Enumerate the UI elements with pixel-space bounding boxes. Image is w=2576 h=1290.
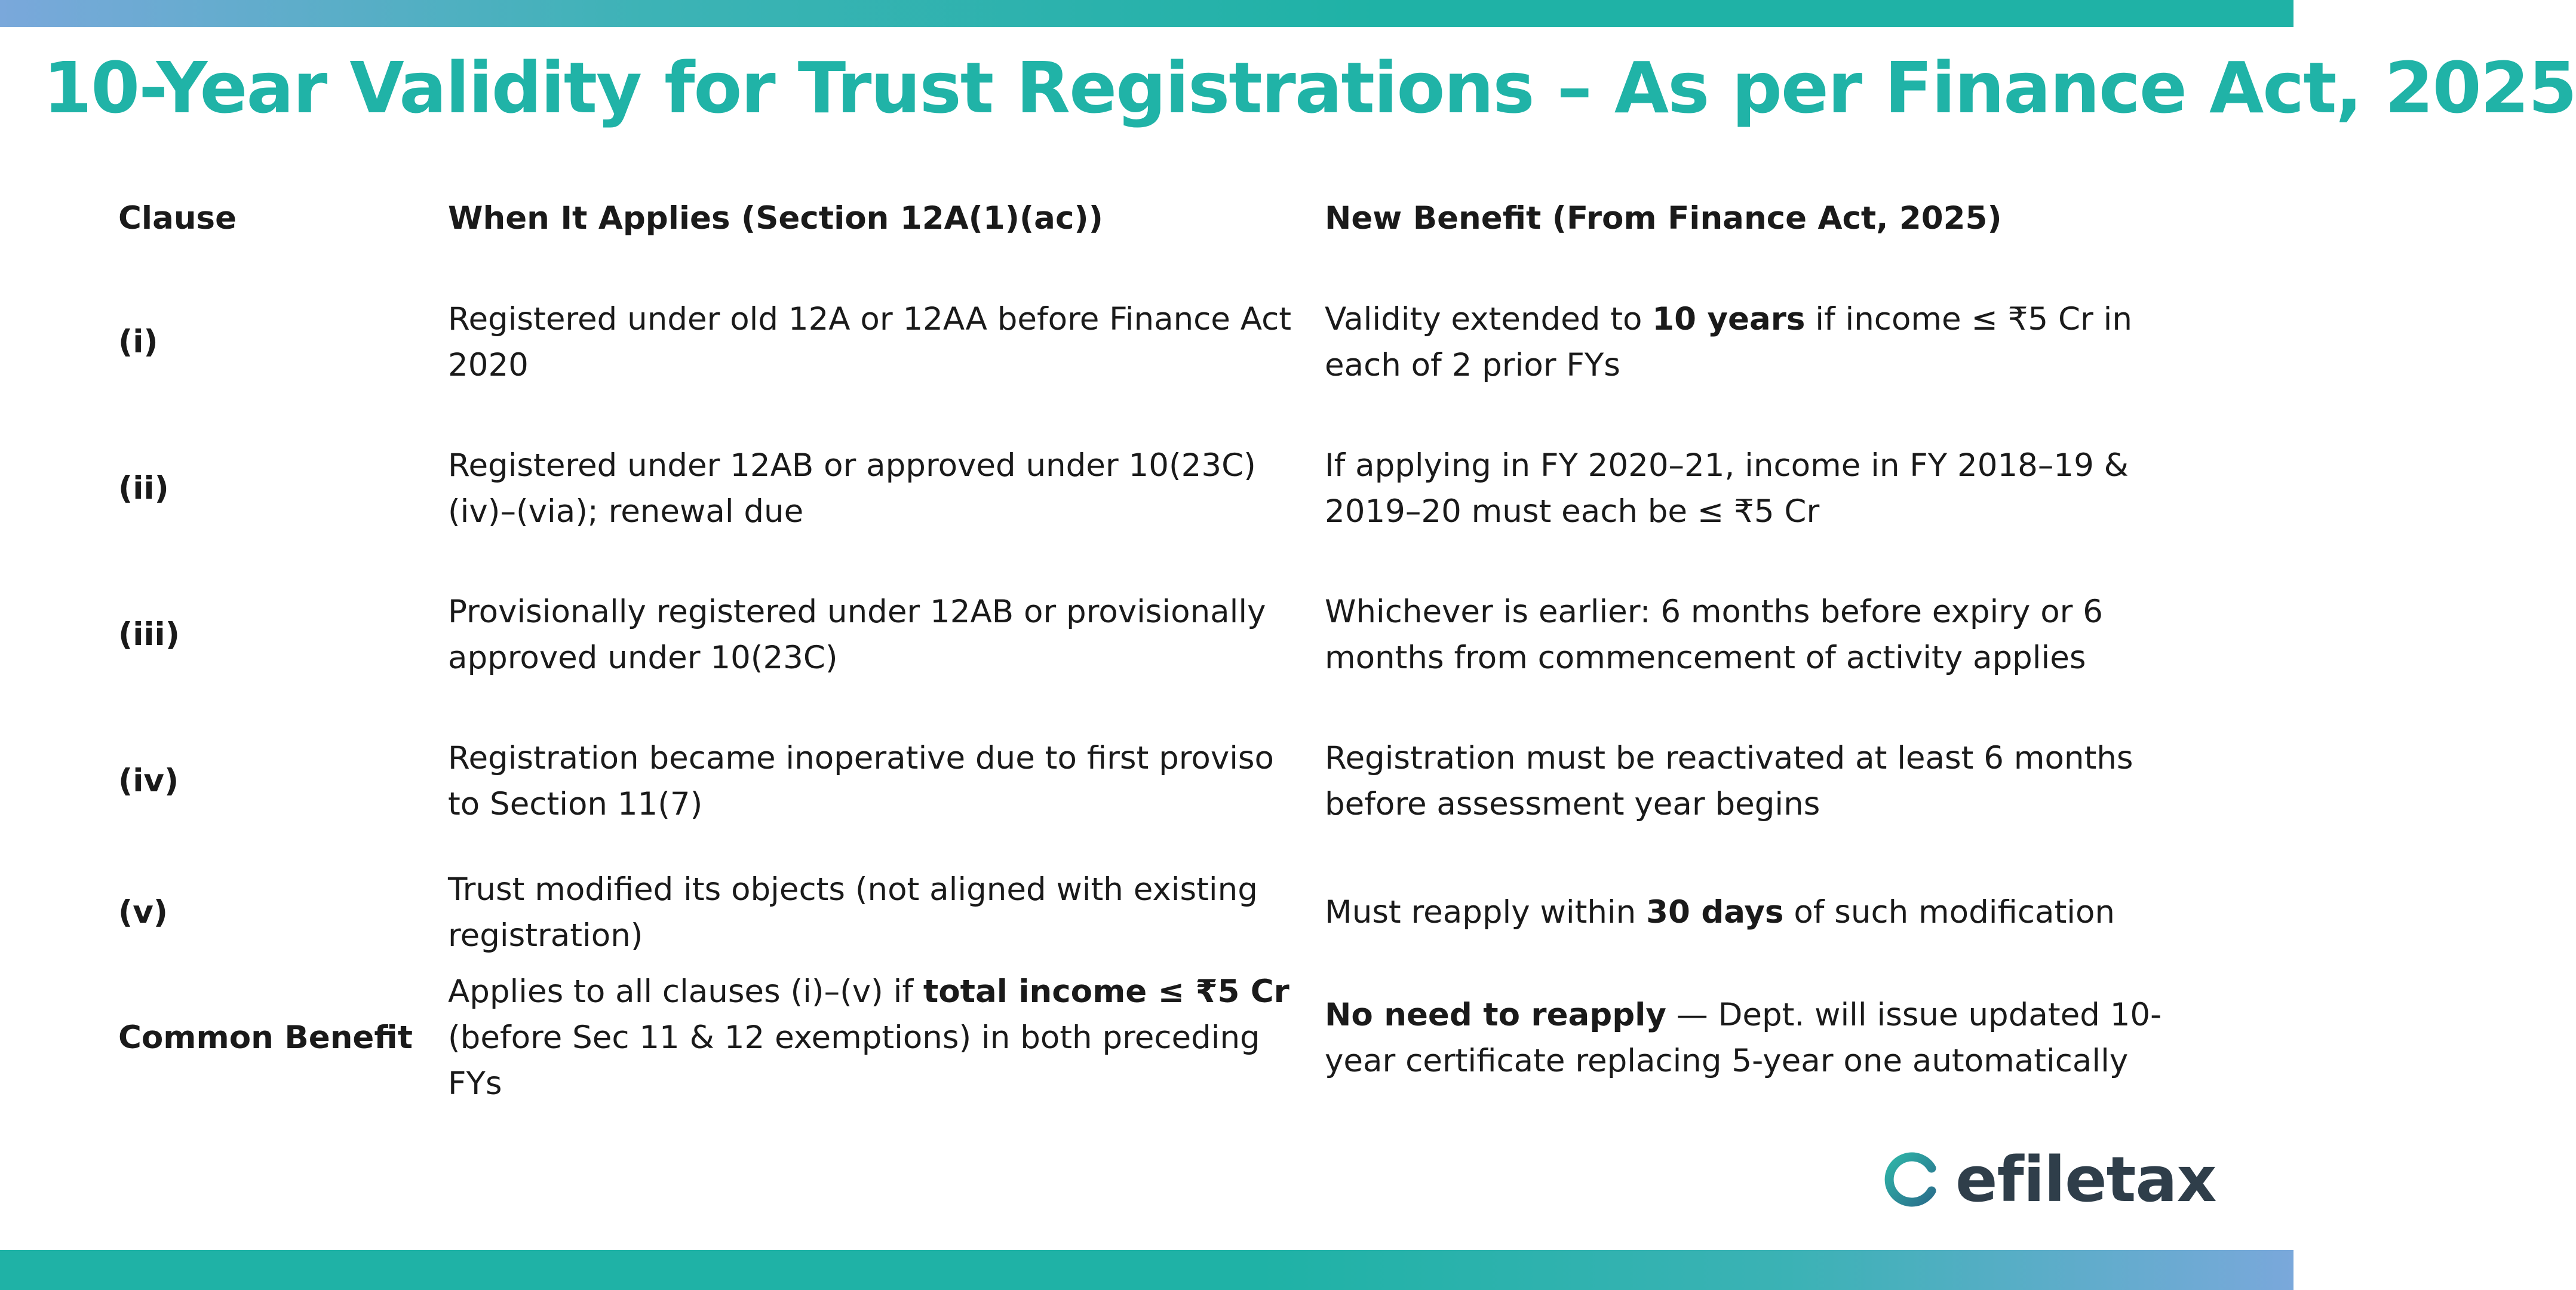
when-text: Applies to all clauses (i)–(v) if total income ≤ ₹5 Cr (before Sec 11 & 12 exemptions) in both preceding FYs bbox=[448, 973, 1289, 1102]
table-row bbox=[118, 582, 2191, 687]
when-cell: Registration became inoperative due to first proviso to Section 11(7) bbox=[448, 739, 1274, 822]
page-title: 10-Year Validity for Trust Registrations – As per Finance Act, 2025 bbox=[43, 47, 2576, 129]
when-cell bbox=[448, 973, 1308, 1102]
clause-cell: (ii) bbox=[118, 470, 169, 506]
clause-cell: (v) bbox=[118, 894, 168, 930]
logo-wordmark: efiletax bbox=[1955, 1143, 2216, 1216]
benefit-emphasis: 10 years bbox=[1652, 300, 1806, 337]
benefit-cell: Registration must be reactivated at least 6 months before assessment year begins bbox=[1325, 739, 2133, 822]
top-accent-bar bbox=[0, 0, 2293, 27]
benefit-cell bbox=[1325, 860, 2191, 965]
benefit-text: No need to reapply — Dept. will issue updated 10-year certificate replacing 5-year one automatically bbox=[1325, 996, 2162, 1079]
table-header-row bbox=[118, 188, 2191, 248]
benefit-cell bbox=[1325, 985, 2191, 1090]
table-row bbox=[118, 860, 2191, 965]
efiletax-e-icon bbox=[1881, 1147, 1941, 1212]
header-when-applies: When It Applies (Section 12A(1)(ac)) bbox=[448, 199, 1103, 236]
header-new-benefit: New Benefit (From Finance Act, 2025) bbox=[1325, 199, 2002, 236]
table-row bbox=[118, 290, 2191, 394]
table-row bbox=[118, 729, 2191, 833]
clause-cell: Common Benefit bbox=[118, 1019, 413, 1056]
benefit-emphasis: 30 days bbox=[1646, 894, 1784, 930]
when-cell: Registered under 12AB or approved under 10(23C)(iv)–(via); renewal due bbox=[448, 447, 1256, 530]
bottom-accent-bar bbox=[0, 1250, 2293, 1290]
when-cell: Trust modified its objects (not aligned with existing registration) bbox=[448, 871, 1258, 954]
when-cell: Provisionally registered under 12AB or provisionally approved under 10(23C) bbox=[448, 593, 1266, 676]
table-row-common-benefit bbox=[118, 973, 2191, 1102]
benefit-cell: If applying in FY 2020–21, income in FY 2018–19 & 2019–20 must each be ≤ ₹5 Cr bbox=[1325, 447, 2129, 530]
benefit-cell bbox=[1325, 290, 2191, 394]
benefit-emphasis: No need to reapply bbox=[1325, 996, 1666, 1033]
benefit-text: Validity extended to 10 years if income ≤ ₹5 Cr in each of 2 prior FYs bbox=[1325, 300, 2132, 383]
header-clause: Clause bbox=[118, 199, 237, 236]
clause-cell: (iii) bbox=[118, 616, 180, 653]
when-cell: Registered under old 12A or 12AA before Finance Act 2020 bbox=[448, 300, 1292, 383]
benefit-text: Must reapply within 30 days of such modification bbox=[1325, 894, 2115, 930]
benefit-cell: Whichever is earlier: 6 months before expiry or 6 months from commencement of activity applies bbox=[1325, 593, 2104, 676]
table-row bbox=[118, 436, 2191, 540]
when-emphasis: total income ≤ ₹5 Cr bbox=[923, 973, 1289, 1010]
efiletax-logo bbox=[1881, 1141, 2228, 1218]
clause-cell: (iv) bbox=[118, 763, 179, 799]
clause-cell: (i) bbox=[118, 324, 158, 360]
